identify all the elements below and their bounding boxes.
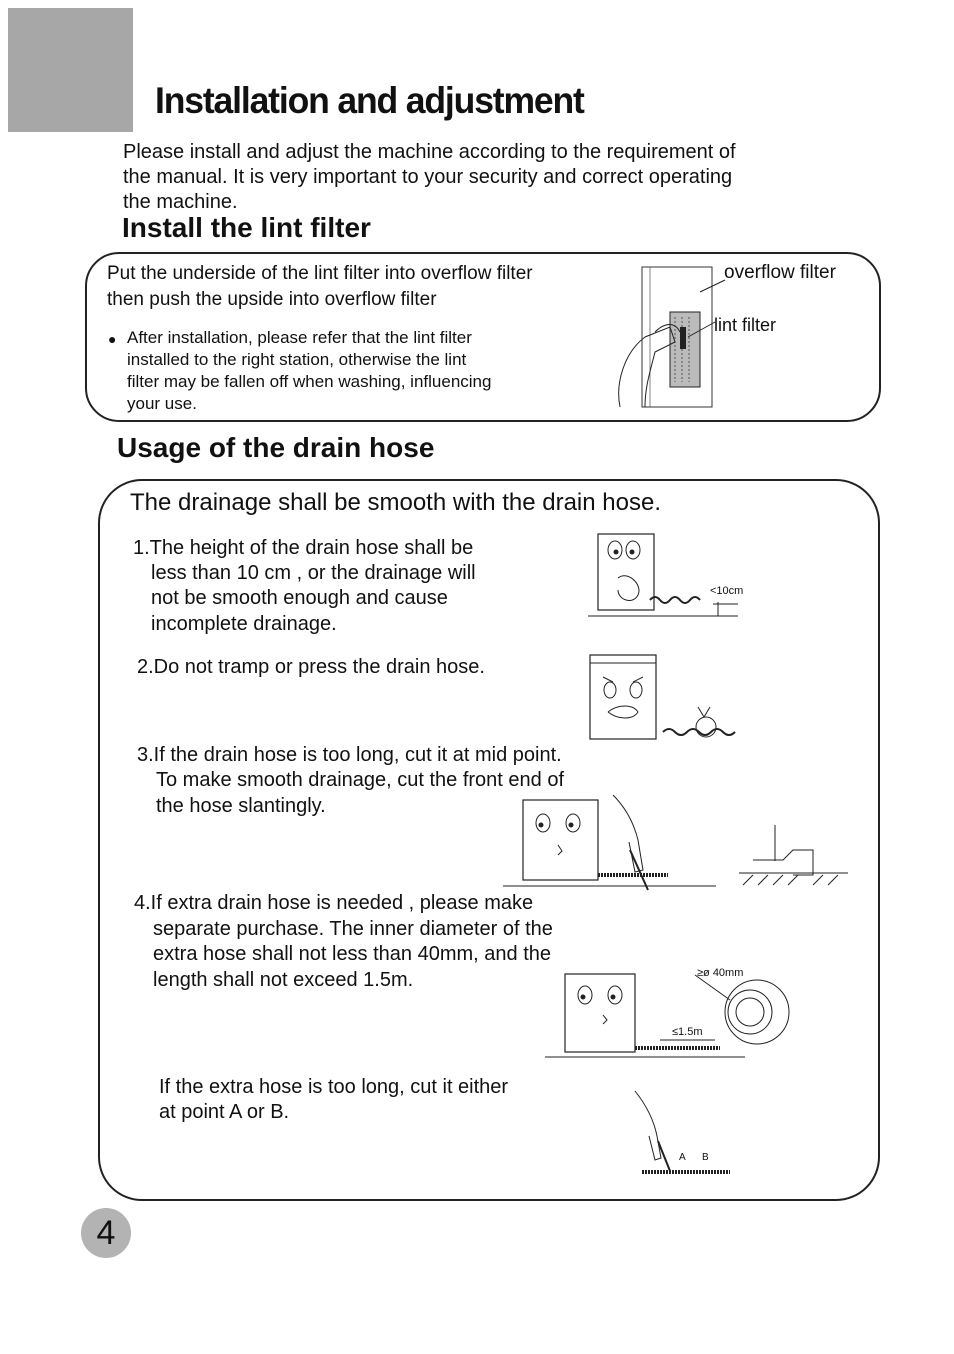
item4-diameter-label: ≥ø 40mm <box>697 967 744 979</box>
lint-note-line: installed to the right station, otherwise the lint <box>127 350 467 369</box>
item5-line: at point A or B. <box>159 1101 290 1123</box>
item3-line: the hose slantingly. <box>156 795 326 817</box>
item1-illustration <box>588 530 748 620</box>
point-a-label: A <box>679 1152 686 1163</box>
intro-line: the manual. It is very important to your security and correct operating <box>123 166 733 188</box>
item4-illustration <box>545 970 795 1062</box>
item4-line: extra hose shall not less than 40mm, and the <box>153 943 552 965</box>
page-title: Installation and adjustment <box>155 80 584 121</box>
item1-measure-label: <10cm <box>710 585 744 597</box>
item4-line: length shall not exceed 1.5m. <box>153 969 414 991</box>
lint-instruction-line: Put the underside of the lint filter into overflow filter <box>107 263 533 284</box>
intro-line: Please install and adjust the machine according to the requirement of <box>123 141 736 163</box>
item3-line: To make smooth drainage, cut the front end of <box>156 769 565 791</box>
lint-note-line: your use. <box>127 394 197 413</box>
item2-text: 2.Do not tramp or press the drain hose. <box>137 656 485 678</box>
item5-illustration <box>630 1086 735 1181</box>
overflow-filter-label: overflow filter <box>724 262 836 283</box>
lint-note-line: filter may be fallen off when washing, influencing <box>127 372 492 391</box>
item1-line: incomplete drainage. <box>151 613 337 635</box>
bullet-icon: ● <box>108 331 117 347</box>
item5-line: If the extra hose is too long, cut it either <box>159 1076 509 1098</box>
item4-line: 4.If extra drain hose is needed , please make <box>134 892 534 914</box>
lint-note-line: After installation, please refer that the lint filter <box>127 328 472 347</box>
lint-filter-label: lint filter <box>714 315 777 335</box>
intro-paragraph <box>123 140 863 215</box>
item4-line: separate purchase. The inner diameter of the <box>153 918 553 940</box>
item1-line: not be smooth enough and cause <box>151 587 448 609</box>
item1-line: 1.The height of the drain hose shall be <box>133 537 474 559</box>
drain-hose-heading: Usage of the drain hose <box>117 432 435 463</box>
intro-line: the machine. <box>123 191 238 213</box>
lint-filter-heading: Install the lint filter <box>122 212 371 243</box>
item3-illustration <box>503 795 858 895</box>
point-b-label: B <box>702 1152 709 1163</box>
lint-instruction-line: then push the upside into overflow filter <box>107 289 437 310</box>
item4-length-label: ≤1.5m <box>672 1026 703 1038</box>
lint-filter-illustration <box>610 262 720 412</box>
item2-illustration <box>588 652 758 757</box>
drain-lead: The drainage shall be smooth with the drain hose. <box>130 489 661 516</box>
corner-tab <box>8 8 133 132</box>
item3-line: 3.If the drain hose is too long, cut it at mid point. <box>137 744 562 766</box>
item1-line: less than 10 cm , or the drainage will <box>151 562 476 584</box>
page-number: 4 <box>81 1208 131 1258</box>
